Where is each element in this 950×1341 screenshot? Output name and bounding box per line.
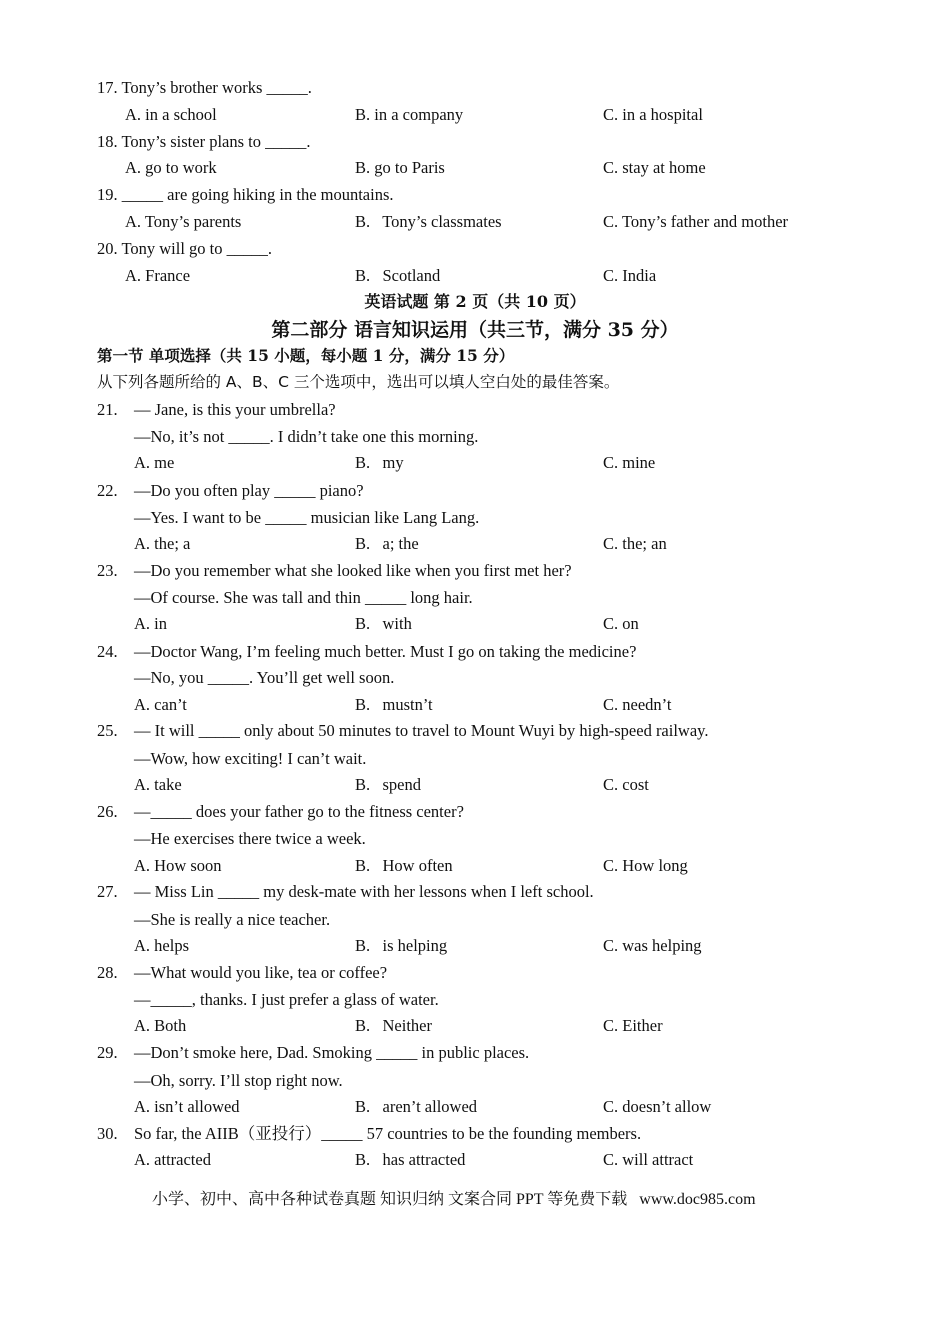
q18-option-a: A. go to work — [125, 158, 217, 177]
q19-stem: 19. _____ are going hiking in the mountains. — [97, 185, 394, 204]
q18-option-c: C. stay at home — [603, 158, 706, 177]
question-number: 22. — [97, 481, 118, 500]
question-line-2: —Oh, sorry. I’ll stop right now. — [134, 1071, 343, 1090]
q20-option-a: A. France — [125, 266, 191, 285]
q20-stem: 20. Tony will go to _____. — [97, 239, 273, 258]
question-number: 26. — [97, 802, 118, 821]
option-a: A. me — [134, 453, 175, 472]
option-b: B. Neither — [355, 1016, 432, 1035]
option-a: A. in — [134, 614, 167, 633]
q20-option-b: B. Scotland — [355, 266, 441, 285]
option-c: C. doesn’t allow — [603, 1097, 712, 1116]
q30-option-a: A. attracted — [134, 1150, 211, 1169]
option-c: C. mine — [603, 453, 656, 472]
question-line-1: —Do you remember what she looked like when you first met her? — [134, 561, 572, 580]
question-line-1: —Doctor Wang, I’m feeling much better. Must I go on taking the medicine? — [134, 642, 637, 661]
question-line-2: —He exercises there twice a week. — [134, 829, 366, 848]
question-line-2: —No, it’s not _____. I didn’t take one this morning. — [134, 427, 479, 446]
question-line-1: — Miss Lin _____ my desk-mate with her lessons when I left school. — [134, 882, 594, 901]
option-c: C. Either — [603, 1016, 663, 1035]
question-number: 21. — [97, 400, 118, 419]
option-c: C. How long — [603, 856, 688, 875]
q17-option-b: B. in a company — [355, 105, 464, 124]
option-c: C. was helping — [603, 936, 702, 955]
q17-stem: 17. Tony’s brother works _____. — [97, 78, 312, 97]
question-number: 28. — [97, 963, 118, 982]
option-b: B. How often — [355, 856, 453, 875]
q20-option-c: C. India — [603, 266, 657, 285]
instruction: 从下列各题所给的 A、B、C 三个选项中，选出可以填人空白处的最佳答案。 — [97, 373, 620, 391]
question-number: 25. — [97, 721, 118, 740]
q18-stem: 18. Tony’s sister plans to _____. — [97, 132, 311, 151]
question-number: 24. — [97, 642, 118, 661]
option-a: A. How soon — [134, 856, 222, 875]
option-a: A. Both — [134, 1016, 187, 1035]
option-c: C. needn’t — [603, 695, 672, 714]
q30-option-c: C. will attract — [603, 1150, 694, 1169]
question-line-1: —Do you often play _____ piano? — [134, 481, 364, 500]
option-a: A. the; a — [134, 534, 191, 553]
option-c: C. cost — [603, 775, 649, 794]
q19-option-c: C. Tony’s father and mother — [603, 212, 789, 231]
option-a: A. isn’t allowed — [134, 1097, 240, 1116]
q17-option-c: C. in a hospital — [603, 105, 703, 124]
option-c: C. the; an — [603, 534, 667, 553]
option-b: B. my — [355, 453, 404, 472]
q18-option-b: B. go to Paris — [355, 158, 445, 177]
question-line-1: — Jane, is this your umbrella? — [134, 400, 336, 419]
option-b: B. spend — [355, 775, 421, 794]
question-number: 29. — [97, 1043, 118, 1062]
q30-option-b: B. has attracted — [355, 1150, 466, 1169]
q19-option-b: B. Tony’s classmates — [355, 212, 502, 231]
question-line-2: —She is really a nice teacher. — [134, 910, 331, 929]
q30-stem: So far, the AIIB（亚投行）_____ 57 countries to be the founding members. — [134, 1124, 642, 1143]
q19-option-a: A. Tony’s parents — [125, 212, 242, 231]
q17-option-a: A. in a school — [125, 105, 217, 124]
option-c: C. on — [603, 614, 639, 633]
page-number: 英语试题 第 2 页（共 10 页） — [364, 292, 586, 311]
option-a: A. take — [134, 775, 182, 794]
option-b: B. aren’t allowed — [355, 1097, 478, 1116]
question-line-2: —Of course. She was tall and thin _____ long hair. — [134, 588, 473, 607]
question-line-2: —Wow, how exciting! I can’t wait. — [134, 749, 367, 768]
question-line-1: — It will _____ only about 50 minutes to travel to Mount Wuyi by high-speed railway. — [134, 721, 709, 740]
question-line-1: —What would you like, tea or coffee? — [134, 963, 388, 982]
question-number: 27. — [97, 882, 118, 901]
section-one-title: 第一节 单项选择（共 15 小题，每小题 1 分，满分 15 分） — [97, 346, 515, 365]
question-number: 23. — [97, 561, 118, 580]
part-two-title: 第二部分 语言知识运用（共三节，满分 35 分） — [271, 319, 679, 341]
q30-number: 30. — [97, 1124, 118, 1143]
question-line-1: —_____ does your father go to the fitness center? — [134, 802, 464, 821]
question-line-2: —Yes. I want to be _____ musician like Lang Lang. — [134, 508, 480, 527]
option-b: B. a; the — [355, 534, 419, 553]
question-line-2: —_____, thanks. I just prefer a glass of water. — [134, 990, 439, 1009]
site-footer: 小学、初中、高中各种试卷真题 知识归纳 文案合同 PPT 等免费下载 www.doc985.com — [152, 1191, 756, 1208]
option-b: B. with — [355, 614, 412, 633]
option-a: A. can’t — [134, 695, 187, 714]
question-line-1: —Don’t smoke here, Dad. Smoking _____ in public places. — [134, 1043, 530, 1062]
question-line-2: —No, you _____. You’ll get well soon. — [134, 668, 395, 687]
option-b: B. mustn’t — [355, 695, 433, 714]
option-b: B. is helping — [355, 936, 448, 955]
option-a: A. helps — [134, 936, 189, 955]
